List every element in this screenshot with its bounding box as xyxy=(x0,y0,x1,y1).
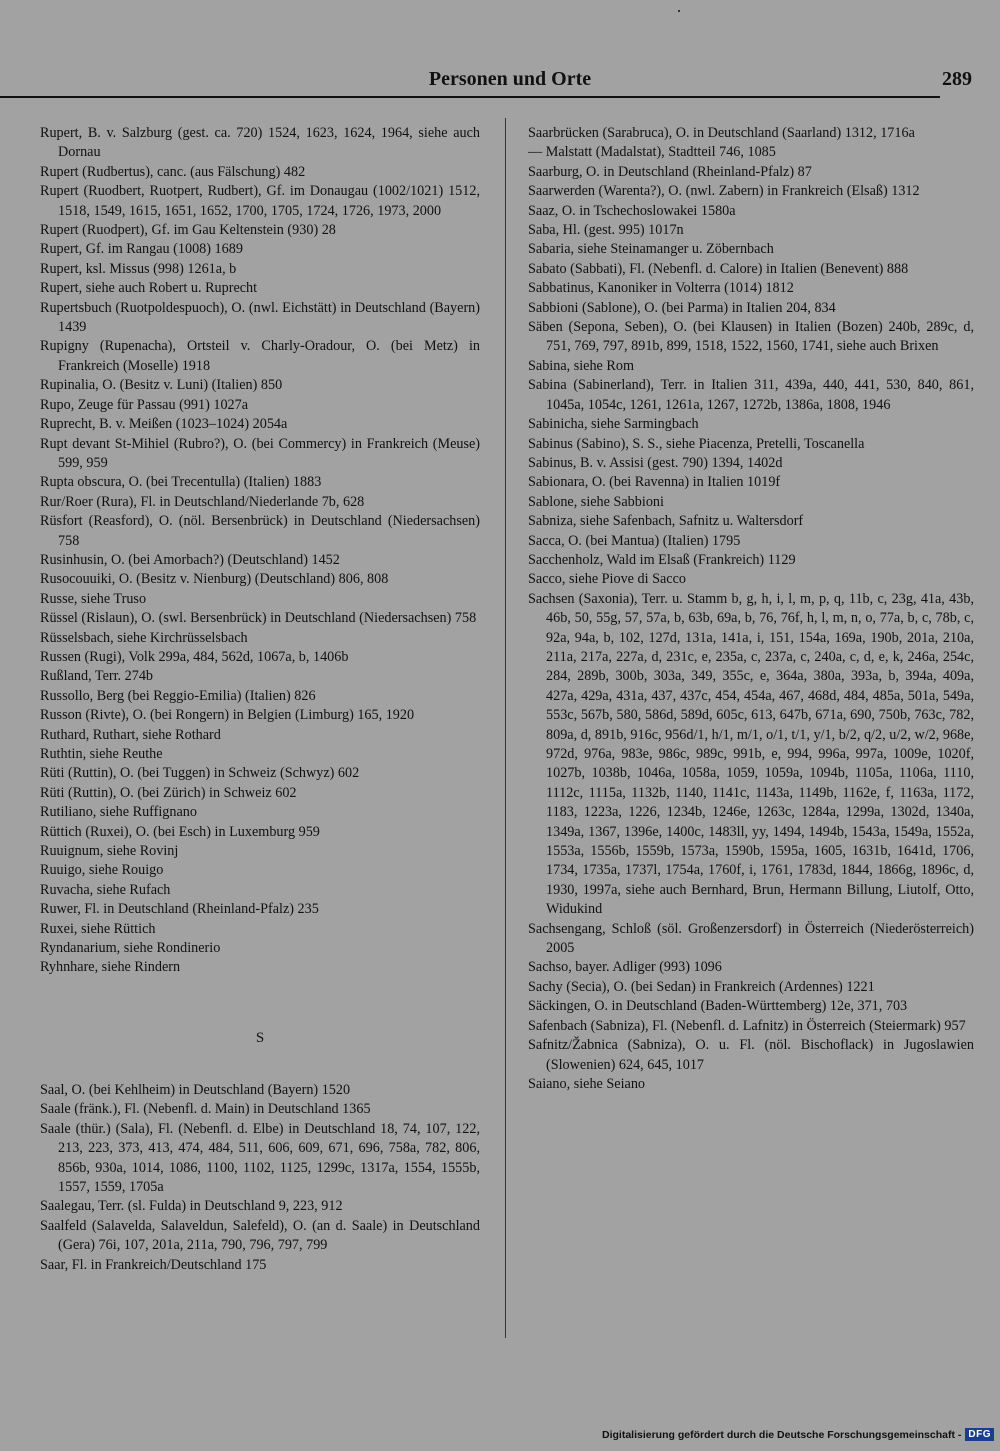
index-entry: Rüti (Ruttin), O. (bei Tuggen) in Schweiz (Schwyz) 602 xyxy=(40,765,360,782)
entry-list-sa xyxy=(528,124,974,1094)
index-entry: Saarbrücken (Sarabruca), O. in Deutschland (Saarland) 1312, 1716a xyxy=(528,125,915,141)
index-entry: Sabniza, siehe Safenbach, Safnitz u. Waltersdorf xyxy=(528,513,804,530)
index-entry: Rupert (Ruodbert, Ruotpert, Rudbert), Gf. im Donaugau (1002/1021) 1512, 1518, 1549, 1615, 1651, 1652, 1700, 1705, 1724, 1726, 1973, 2000 xyxy=(40,183,480,219)
index-entry: Saale (thür.) (Sala), Fl. (Nebenfl. d. Elbe) in Deutschland 18, 74, 107, 122, 213, 223, 373, 413, 474, 484, 511, 606, 609, 671, 696, 758a, 782, 806, 856b, 930a, 1014, 1086, 1100, 1102, 1125, 1299c, 1317a, 1554, 1555b, 1557, 1559, 1705a xyxy=(40,1120,480,1195)
index-entry: Sabaria, siehe Steinamanger u. Zöbernbach xyxy=(528,241,774,258)
index-entry: Sabina, siehe Rom xyxy=(528,357,634,374)
index-entry: Sablone, siehe Sabbioni xyxy=(528,493,664,510)
index-entry: Rusinhusin, O. (bei Amorbach?) (Deutschland) 1452 xyxy=(40,551,340,568)
index-entry: Ruxei, siehe Rüttich xyxy=(40,920,156,937)
index-entry: Sabina (Sabinerland), Terr. in Italien 311, 439a, 440, 441, 530, 840, 861, 1045a, 1054c, 1261, 1261a, 1267, 1272b, 1386a, 1808, 1946 xyxy=(528,377,974,413)
index-entry: Saiano, siehe Seiano xyxy=(528,1075,646,1092)
left-column xyxy=(40,124,480,1275)
index-entry: Saarburg, O. in Deutschland (Rheinland-Pfalz) 87 xyxy=(528,163,812,180)
index-entry: Rupert, Gf. im Rangau (1008) 1689 xyxy=(40,241,243,258)
index-entry: Russollo, Berg (bei Reggio-Emilia) (Italien) 826 xyxy=(40,687,316,704)
index-entry: Russe, siehe Truso xyxy=(40,590,147,607)
index-entry: Rupert, ksl. Missus (998) 1261a, b xyxy=(40,260,237,277)
index-entry: Sachsen (Saxonia), Terr. u. Stamm b, g, h, i, l, m, p, q, 11b, c, 23g, 41a, 43b, 46b, 50, 55g, 57, 57a, b, 63b, 69a, b, 76, 76f, h, l, m, n, o, 77a, b, c, 78b, c, 92a, 94a, b, 102, 127d, 131a, 141a, i, 151, 154a, 169a, 190b, 201a, 210a, 211a, 217a, 227a, d, 231c, e, 235a, c, 237a, c, 240a, c, d, e, k, 246a, 254c, 284, 289b, 300b, 303a, 349, 355c, e, 364a, 380a, 393a, b, 394a, 409a, 427a, 429a, 431a, 437, 437c, 454, 454a, 467, 468d, 484, 485a, 501a, 549a, 553c, 567b, 580, 586d, 589d, 605c, 613, 647b, 671a, 690, 750b, 763c, 782, 809a, d, 891b, 916c, 956d/1, h/1, m/1, o/1, t/1, y/1, b/2, q/2, u/2, w/2, 968e, 972d, 976a, 983e, 986c, 989c, 991b, e, 994, 996a, 997a, 1009e, 1020f, 1027b, 1038b, 1046a, 1058a, 1059, 1059a, 1094b, 1105a, 1106a, 1110, 1112c, 1115a, 1132b, 1140, 1141c, 1143a, 1149b, 1162e, f, 1163a, 1172, 1183, 1223a, 1226, 1234b, 1246e, 1263c, 1284a, 1299a, 1302d, 1340a, 1349a, 1367, 1396e, 1400c, 1483ll, yy, 1494, 1494b, 1543a, 1549a, 1552a, 1553a, 1556b, 1559b, 1573a, 1590b, 1595a, 1605, 1631b, 1641d, 1706, 1734, 1735a, 1737l, 1754a, 1760f, i, 1761, 1783d, 1844, 1866g, 1896c, d, 1930, 1997a, siehe auch Bernhard, Brun, Hermann Billung, Liutolf, Otto, Widukind xyxy=(528,590,974,918)
index-entry: Sacca, O. (bei Mantua) (Italien) 1795 xyxy=(528,532,741,549)
index-entry: Ruuignum, siehe Rovinj xyxy=(40,843,179,860)
index-entry: Sabbatinus, Kanoniker in Volterra (1014) 1812 xyxy=(528,280,794,297)
index-entry: Rupert (Rudbertus), canc. (aus Fälschung) 482 xyxy=(40,163,306,180)
footer-credit xyxy=(602,1428,994,1441)
column-divider xyxy=(505,118,506,1338)
index-entry: Ryhnhare, siehe Rindern xyxy=(40,959,181,976)
footer-credit-text: Digitalisierung gefördert durch die Deutsche Forschungsgemeinschaft - xyxy=(602,1428,962,1441)
running-title: Personen und Orte xyxy=(428,68,592,90)
index-entry: Ruthtin, siehe Reuthe xyxy=(40,746,163,762)
index-entry: Sabionara, O. (bei Ravenna) in Italien 1019f xyxy=(528,474,781,491)
index-entry: Sacco, siehe Piove di Sacco xyxy=(528,571,686,588)
index-entry: Rußland, Terr. 274b xyxy=(40,668,154,685)
index-entry: Säben (Sepona, Seben), O. (bei Klausen) in Italien (Bozen) 240b, 289c, d, 751, 769, 797, 891b, 899, 1518, 1522, 1560, 1741, siehe auch Brixen xyxy=(528,319,974,355)
index-entry: Sabinus, B. v. Assisi (gest. 790) 1394, 1402d xyxy=(528,454,783,471)
index-entry: Ruuigo, siehe Rouigo xyxy=(40,862,164,879)
index-entry: Saba, Hl. (gest. 995) 1017n xyxy=(528,222,684,239)
index-entry: Sachso, bayer. Adliger (993) 1096 xyxy=(528,959,722,976)
page-number: 289 xyxy=(942,68,972,90)
entry-list-s xyxy=(40,1081,480,1275)
index-entry: Sachsengang, Schloß (söl. Großenzersdorf) in Österreich (Niederösterreich) 2005 xyxy=(528,920,974,957)
index-entry: Rupta obscura, O. (bei Trecentulla) (Italien) 1883 xyxy=(40,474,322,491)
index-entry: Saaz, O. in Tschechoslowakei 1580a xyxy=(528,202,736,219)
index-entry: Saal, O. (bei Kehlheim) in Deutschland (Bayern) 1520 xyxy=(40,1081,351,1098)
index-entry: Ruthard, Ruthart, siehe Rothard xyxy=(40,726,221,743)
index-entry: Sacchenholz, Wald im Elsaß (Frankreich) 1129 xyxy=(528,551,796,568)
index-entry: Rupigny (Rupenacha), Ortsteil v. Charly-Oradour, O. (bei Metz) in Frankreich (Moselle) 1918 xyxy=(40,338,480,374)
index-entry: Saarwerden (Warenta?), O. (nwl. Zabern) in Frankreich (Elsaß) 1312 xyxy=(528,183,920,200)
index-entry: Rüsfort (Reasford), O. (nöl. Bersenbrück) in Deutschland (Niedersachsen) 758 xyxy=(40,513,480,549)
index-entry: Ryndanarium, siehe Rondinerio xyxy=(40,940,221,957)
index-entry: Rüsselsbach, siehe Kirchrüsselsbach xyxy=(40,629,248,646)
index-entry: Rüssel (Rislaun), O. (swl. Bersenbrück) in Deutschland (Niedersachsen) 758 xyxy=(40,610,477,627)
index-entry: Saale (fränk.), Fl. (Nebenfl. d. Main) in Deutschland 1365 xyxy=(40,1101,371,1118)
index-entry: Ruwer, Fl. in Deutschland (Rheinland-Pfalz) 235 xyxy=(40,901,319,918)
index-entry: Rupt devant St-Mihiel (Rubro?), O. (bei Commercy) in Frankreich (Meuse) 599, 959 xyxy=(40,435,480,471)
index-entry: Rutiliano, siehe Ruffignano xyxy=(40,804,197,821)
index-entry: Sachy (Secia), O. (bei Sedan) in Frankreich (Ardennes) 1221 xyxy=(528,978,875,995)
index-entry: Russen (Rugi), Volk 299a, 484, 562d, 1067a, b, 1406b xyxy=(40,648,349,665)
index-entry: Sabinus (Sabino), S. S., siehe Piacenza, Pretelli, Toscanella xyxy=(528,435,865,452)
scan-speck xyxy=(678,10,680,12)
index-entry: Rupertsbuch (Ruotpoldespuoch), O. (nwl. Eichstätt) in Deutschland (Bayern) 1439 xyxy=(40,299,480,336)
index-entry: Saar, Fl. in Frankreich/Deutschland 175 xyxy=(40,1256,267,1273)
header-rule xyxy=(0,96,940,98)
entry-list-r xyxy=(40,124,480,978)
index-entry: Rupert, siehe auch Robert u. Ruprecht xyxy=(40,280,258,297)
index-entry: — Malstatt (Madalstat), Stadtteil 746, 1085 xyxy=(528,144,776,161)
index-entry: Rüttich (Ruxei), O. (bei Esch) in Luxemburg 959 xyxy=(40,823,320,840)
index-entry: Safenbach (Sabniza), Fl. (Nebenfl. d. Lafnitz) in Österreich (Steiermark) 957 xyxy=(528,1017,966,1034)
index-entry: Sabato (Sabbati), Fl. (Nebenfl. d. Calore) in Italien (Benevent) 888 xyxy=(528,260,909,277)
index-entry: Rusocouuiki, O. (Besitz v. Nienburg) (Deutschland) 806, 808 xyxy=(40,571,389,588)
index-entry: Rupinalia, O. (Besitz v. Luni) (Italien) 850 xyxy=(40,377,283,394)
index-entry: Ruvacha, siehe Rufach xyxy=(40,881,171,898)
index-entry: Rupo, Zeuge für Passau (991) 1027a xyxy=(40,396,249,413)
index-entry: Ruprecht, B. v. Meißen (1023–1024) 2054a xyxy=(40,416,288,433)
dfg-logo: DFG xyxy=(965,1428,994,1441)
index-entry: Rupert, B. v. Salzburg (gest. ca. 720) 1524, 1623, 1624, 1964, siehe auch Dornau xyxy=(40,125,480,161)
index-entry: Rur/Roer (Rura), Fl. in Deutschland/Niederlande 7b, 628 xyxy=(40,493,365,510)
page-header xyxy=(40,68,980,98)
index-entry: Saalegau, Terr. (sl. Fulda) in Deutschland 9, 223, 912 xyxy=(40,1198,343,1215)
index-entry: Russon (Rivte), O. (bei Rongern) in Belgien (Limburg) 165, 1920 xyxy=(40,707,415,724)
right-column xyxy=(528,124,974,1094)
index-entry: Sabbioni (Sablone), O. (bei Parma) in Italien 204, 834 xyxy=(528,299,836,316)
index-entry: Rupert (Ruodpert), Gf. im Gau Keltenstein (930) 28 xyxy=(40,222,336,239)
index-entry: Säckingen, O. in Deutschland (Baden-Württemberg) 12e, 371, 703 xyxy=(528,998,908,1015)
index-entry: Rüti (Ruttin), O. (bei Zürich) in Schweiz 602 xyxy=(40,784,297,801)
index-entry: Safnitz/Žabnica (Sabniza), O. u. Fl. (nöl. Bischoflack) in Jugoslawien (Slowenien) 624, 645, 1017 xyxy=(528,1037,974,1073)
section-letter: S xyxy=(255,1029,265,1046)
index-entry: Sabinicha, siehe Sarmingbach xyxy=(528,416,699,433)
index-entry: Saalfeld (Salavelda, Salaveldun, Salefeld), O. (an d. Saale) in Deutschland (Gera) 76i, 107, 201a, 211a, 790, 796, 797, 799 xyxy=(40,1217,480,1254)
